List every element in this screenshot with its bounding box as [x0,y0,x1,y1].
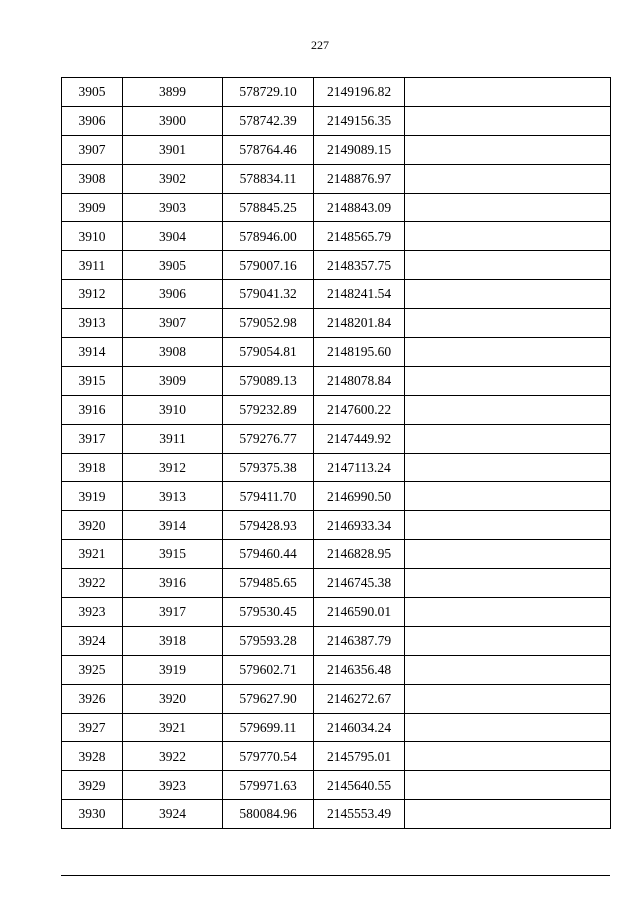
y-coordinate-cell: 2146933.34 [314,511,405,540]
point-number-cell: 3919 [62,482,123,511]
table-row [62,800,611,829]
y-coordinate-cell: 2146745.38 [314,569,405,598]
x-coordinate-cell: 578946.00 [223,222,314,251]
y-coordinate-cell: 2146356.48 [314,655,405,684]
x-coordinate-cell: 579041.32 [223,280,314,309]
point-number-cell: 3909 [62,193,123,222]
note-cell [405,626,611,655]
x-coordinate-cell: 579428.93 [223,511,314,540]
table-row [62,771,611,800]
reference-number-cell: 3908 [123,338,223,367]
note-cell [405,713,611,742]
x-coordinate-cell: 579602.71 [223,655,314,684]
table-row [62,569,611,598]
y-coordinate-cell: 2148565.79 [314,222,405,251]
y-coordinate-cell: 2147113.24 [314,453,405,482]
footer-rule [61,875,610,876]
table-row [62,78,611,107]
reference-number-cell: 3910 [123,395,223,424]
point-number-cell: 3911 [62,251,123,280]
x-coordinate-cell: 579699.11 [223,713,314,742]
y-coordinate-cell: 2148195.60 [314,338,405,367]
table-row [62,655,611,684]
point-number-cell: 3914 [62,338,123,367]
coordinates-table-body [62,78,611,829]
note-cell [405,771,611,800]
table-row [62,193,611,222]
reference-number-cell: 3923 [123,771,223,800]
reference-number-cell: 3915 [123,540,223,569]
point-number-cell: 3913 [62,309,123,338]
reference-number-cell: 3909 [123,366,223,395]
reference-number-cell: 3922 [123,742,223,771]
y-coordinate-cell: 2147449.92 [314,424,405,453]
y-coordinate-cell: 2146990.50 [314,482,405,511]
note-cell [405,742,611,771]
table-row [62,251,611,280]
table-row [62,309,611,338]
coordinates-table [61,77,611,829]
reference-number-cell: 3901 [123,135,223,164]
reference-number-cell: 3907 [123,309,223,338]
point-number-cell: 3906 [62,106,123,135]
note-cell [405,106,611,135]
x-coordinate-cell: 579770.54 [223,742,314,771]
y-coordinate-cell: 2146272.67 [314,684,405,713]
note-cell [405,193,611,222]
note-cell [405,569,611,598]
note-cell [405,540,611,569]
x-coordinate-cell: 579971.63 [223,771,314,800]
table-row [62,453,611,482]
y-coordinate-cell: 2145553.49 [314,800,405,829]
point-number-cell: 3907 [62,135,123,164]
reference-number-cell: 3904 [123,222,223,251]
y-coordinate-cell: 2145640.55 [314,771,405,800]
point-number-cell: 3905 [62,78,123,107]
y-coordinate-cell: 2149196.82 [314,78,405,107]
point-number-cell: 3926 [62,684,123,713]
y-coordinate-cell: 2148078.84 [314,366,405,395]
x-coordinate-cell: 578742.39 [223,106,314,135]
point-number-cell: 3925 [62,655,123,684]
x-coordinate-cell: 579054.81 [223,338,314,367]
reference-number-cell: 3911 [123,424,223,453]
note-cell [405,251,611,280]
y-coordinate-cell: 2146828.95 [314,540,405,569]
y-coordinate-cell: 2148357.75 [314,251,405,280]
reference-number-cell: 3920 [123,684,223,713]
x-coordinate-cell: 579593.28 [223,626,314,655]
reference-number-cell: 3912 [123,453,223,482]
table-row [62,540,611,569]
note-cell [405,482,611,511]
reference-number-cell: 3900 [123,106,223,135]
x-coordinate-cell: 579375.38 [223,453,314,482]
reference-number-cell: 3902 [123,164,223,193]
point-number-cell: 3924 [62,626,123,655]
x-coordinate-cell: 579276.77 [223,424,314,453]
reference-number-cell: 3899 [123,78,223,107]
page-number: 227 [311,38,329,52]
reference-number-cell: 3913 [123,482,223,511]
note-cell [405,222,611,251]
reference-number-cell: 3906 [123,280,223,309]
table-row [62,742,611,771]
table-row [62,626,611,655]
y-coordinate-cell: 2146387.79 [314,626,405,655]
table-row [62,598,611,627]
table-row [62,713,611,742]
x-coordinate-cell: 578834.11 [223,164,314,193]
y-coordinate-cell: 2148201.84 [314,309,405,338]
x-coordinate-cell: 579089.13 [223,366,314,395]
note-cell [405,280,611,309]
reference-number-cell: 3917 [123,598,223,627]
table-row [62,338,611,367]
reference-number-cell: 3905 [123,251,223,280]
table-row [62,511,611,540]
table-row [62,280,611,309]
note-cell [405,800,611,829]
point-number-cell: 3918 [62,453,123,482]
note-cell [405,655,611,684]
note-cell [405,598,611,627]
point-number-cell: 3920 [62,511,123,540]
reference-number-cell: 3921 [123,713,223,742]
point-number-cell: 3912 [62,280,123,309]
reference-number-cell: 3916 [123,569,223,598]
table-row [62,164,611,193]
note-cell [405,338,611,367]
table-row [62,135,611,164]
y-coordinate-cell: 2146590.01 [314,598,405,627]
x-coordinate-cell: 579411.70 [223,482,314,511]
note-cell [405,684,611,713]
reference-number-cell: 3919 [123,655,223,684]
reference-number-cell: 3914 [123,511,223,540]
x-coordinate-cell: 579460.44 [223,540,314,569]
point-number-cell: 3930 [62,800,123,829]
y-coordinate-cell: 2148241.54 [314,280,405,309]
point-number-cell: 3928 [62,742,123,771]
reference-number-cell: 3924 [123,800,223,829]
point-number-cell: 3916 [62,395,123,424]
table-row [62,222,611,251]
note-cell [405,424,611,453]
table-row [62,482,611,511]
point-number-cell: 3915 [62,366,123,395]
y-coordinate-cell: 2148876.97 [314,164,405,193]
table-row [62,684,611,713]
point-number-cell: 3908 [62,164,123,193]
point-number-cell: 3922 [62,569,123,598]
point-number-cell: 3921 [62,540,123,569]
table-row [62,424,611,453]
y-coordinate-cell: 2147600.22 [314,395,405,424]
point-number-cell: 3910 [62,222,123,251]
table-row [62,106,611,135]
x-coordinate-cell: 579052.98 [223,309,314,338]
note-cell [405,309,611,338]
y-coordinate-cell: 2148843.09 [314,193,405,222]
x-coordinate-cell: 579485.65 [223,569,314,598]
point-number-cell: 3917 [62,424,123,453]
point-number-cell: 3929 [62,771,123,800]
point-number-cell: 3923 [62,598,123,627]
note-cell [405,511,611,540]
table-row [62,366,611,395]
y-coordinate-cell: 2149156.35 [314,106,405,135]
y-coordinate-cell: 2145795.01 [314,742,405,771]
point-number-cell: 3927 [62,713,123,742]
note-cell [405,135,611,164]
x-coordinate-cell: 579530.45 [223,598,314,627]
reference-number-cell: 3903 [123,193,223,222]
x-coordinate-cell: 579627.90 [223,684,314,713]
y-coordinate-cell: 2146034.24 [314,713,405,742]
x-coordinate-cell: 579232.89 [223,395,314,424]
x-coordinate-cell: 578845.25 [223,193,314,222]
note-cell [405,395,611,424]
x-coordinate-cell: 579007.16 [223,251,314,280]
note-cell [405,453,611,482]
x-coordinate-cell: 580084.96 [223,800,314,829]
table-row [62,395,611,424]
x-coordinate-cell: 578764.46 [223,135,314,164]
x-coordinate-cell: 578729.10 [223,78,314,107]
note-cell [405,164,611,193]
note-cell [405,78,611,107]
y-coordinate-cell: 2149089.15 [314,135,405,164]
note-cell [405,366,611,395]
reference-number-cell: 3918 [123,626,223,655]
